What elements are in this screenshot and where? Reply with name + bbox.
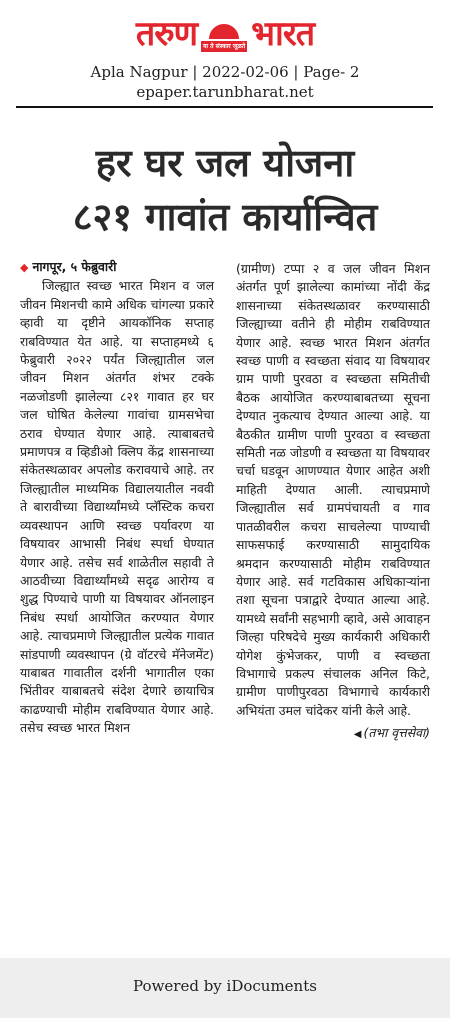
article-body-right: (ग्रामीण) टप्पा २ व जल जीवन मिशन अंतर्गत पूर्ण झालेल्या कामांच्या नोंदी केंद्र शासनाच्या संकेतस्थळावर करण्यासाठी जिल्ह्याच्या वतीने ही मोहीम राबविण्यात येणार आहे. स्वच्छ भारत मिशन अंतर्गत स्वच्छ पाणी व स्वच्छता संवाद या विषयावर ग्राम पाणी पुरवठा व स्वच्छता समितीची बैठक आयोजित करण्याबाबतच्या सूचना देण्यात नुकत्याच देण्यात आल्या आहे. या बैठकीत ग्रामीण पाणी पुरवठा व स्वच्छता समिती नळ जोडणी व स्वच्छता या विषयावर चर्चा घडवून आणण्यात येणार आहेत अशी माहिती देण्यात आली. त्याचप्रमाणे जिल्ह्यातील सर्व ग्रामपंचायती व गाव पातळीवरील कचरा साचलेल्या पाण्याची साफसफाई करण्यासाठी सामुदायिक श्रमदान करण्यासाठी मोहीम राबविण्यात येणार आहे. सर्व गटविकास अधिकाऱ्यांना तशा सूचना पत्राद्वारे देण्यात आल्या आहे. यामध्ये सर्वांनी सहभागी व्हावे, असे आवाहन जिल्हा परिषदेचे मुख्य कार्यकारी अधिकारी योगेश कुंभेजकर, पाणी व स्वच्छता विभागाचे प्रकल्प संचालक अनिल किटे, ग्रामीण पाणीपुरवठा विभागाचे कार्यकारी अभियंता उमल चांदेकर यांनी केले आहे. (236, 261, 430, 718)
source-url[interactable]: epaper.tarunbharat.net (136, 83, 314, 101)
logo-text-left: तरुण (135, 14, 198, 54)
sun-emblem-icon (201, 16, 247, 52)
headline-line-2: ८२१ गावांत कार्यान्वित (72, 195, 378, 239)
dateline-text: नागपूर, ५ फेब्रुवारी (32, 259, 117, 274)
signoff (236, 724, 430, 744)
signoff-text: (तभा वृत्तसेवा) (363, 725, 430, 741)
footer-bar (0, 958, 450, 1018)
diamond-bullet-icon: ◆ (20, 261, 29, 274)
article-column-left (20, 258, 214, 738)
dateline (20, 258, 214, 277)
body-left-text: जिल्ह्यात स्वच्छ भारत मिशन व जल जीवन मिशनची कामे अधिक चांगल्या प्रकारे व्हावी या दृष्टीने आयकॉनिक सप्ताह राबविण्यात येत आहे. या सप्ताहमध्ये ६ फेब्रुवारी २०२२ पर्यंत जिल्ह्यातील जल जीवन मिशन अंतर्गत शंभर टक्के नळजोडणी झालेल्या ८२१ गावात हर घर जल घोषित केलेल्या गावांचा ग्रामसभेचा ठराव घेण्यात येणार आहे. त्याबाबतचे प्रमाणपत्र व व्हिडीओ क्लिप केंद्र शासनाच्या संकेतस्थळावर अपलोड करावयाचे आहे. तर जिल्ह्यातील माध्यमिक विद्यालयातील नववी ते बारावीच्या विद्यार्थ्यांमध्ये प्लॅस्टिक कचरा व्यवस्थापन आणि स्वच्छ पर्यावरण या विषयावर आभासी निबंध स्पर्धा घेण्यात येणार आहे. तसेच सर्व शाळेतील सहावी ते आठवीच्या विद्यार्थ्यांमध्ये सदृढ आरोग्य व शुद्ध पिण्याचे पाणी या विषयावर ऑनलाइन निबंध स्पर्धा आयोजित करण्यात येणार आहे. त्याचप्रमाणे जिल्ह्यातील प्रत्येक गावात सांडपाणी व्यवस्थापन (ग्रे वॉटरचे मॅनेजमेंट) याबाबत गावातील दर्शनी भागातील एका भिंतीवर याबाबतचे संदेश देणारे छायाचित्र काढण्याची मोहीम राबविण्यात येणार आहे. तसेच स्वच्छ भारत मिशन (20, 278, 214, 736)
article-headline (10, 136, 440, 244)
powered-by-link[interactable]: Powered by iDocuments (133, 977, 317, 995)
logo-text-right: भारत (251, 14, 315, 54)
newspaper-logo[interactable] (136, 14, 314, 54)
article-body-left (20, 277, 214, 737)
emblem-sun-shape (209, 24, 239, 39)
edition-info: Apla Nagpur | 2022-02-06 | Page- 2 (90, 63, 360, 81)
header-divider (16, 106, 433, 108)
headline-line-1: हर घर जल योजना (95, 141, 355, 185)
masthead (0, 14, 450, 54)
emblem-tagline: या ते संस्कार जूळते (203, 43, 246, 50)
article-column-right (236, 260, 430, 745)
triangle-left-icon: ◀ (353, 729, 362, 741)
